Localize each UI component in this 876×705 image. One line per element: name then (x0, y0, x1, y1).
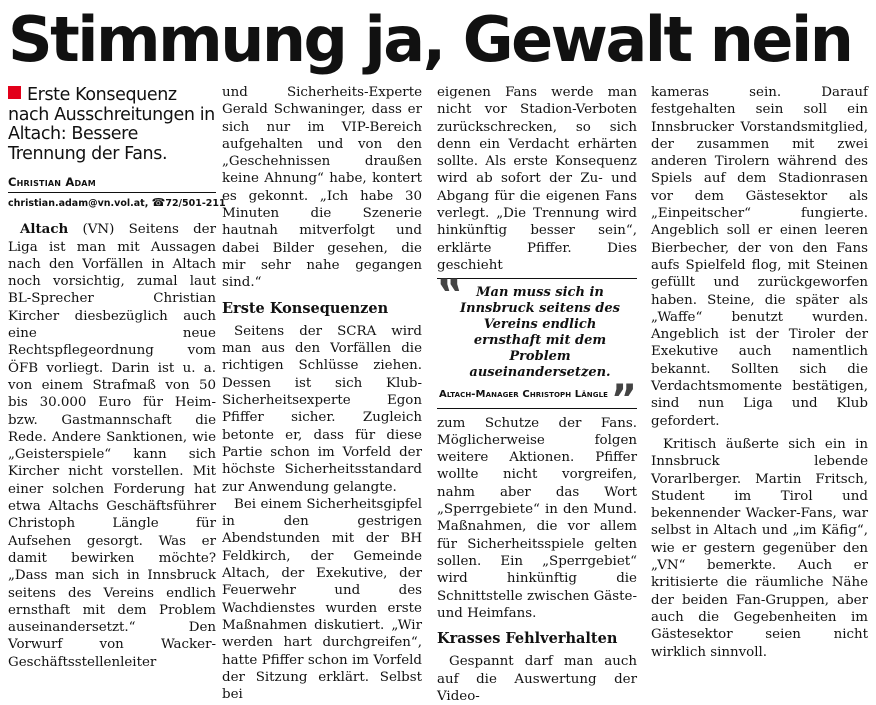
dateline: Altach (20, 221, 69, 238)
subheading: Erste Konsequenzen (222, 299, 389, 317)
close-quote-icon: ” (610, 376, 637, 423)
column-4 (651, 84, 868, 661)
column-1 (8, 84, 226, 671)
pull-quote-text: Man muss sich in Innsbruck seitens des Vereins endlich ernsthaft mit dem Problem auseinandersetzen. (460, 285, 620, 381)
subheading: Krasses Fehlverhalten (437, 630, 618, 648)
article-paragraph: und Sicherheits-Experte Gerald Schwaninger, dass er sich nur im VIP-Bereich aufgehalten und von den „Geschehnissen draußen keine Ahnung“ habe, kontert es gekonnt. „Ich habe 30 Minuten die Szenerie hautnah mitverfolgt und dabei Bilder gesehen, die mir sehr nahe gegangen sind.“ (222, 85, 422, 291)
phone-icon: ☎ (151, 196, 166, 210)
red-square-icon (8, 86, 21, 99)
kicker-text: Erste Konsequenz nach Ausschreitungen in Altach: Bessere Trennung der Fans. (8, 85, 215, 164)
article-paragraph: Altach (VN) Seitens der Liga ist man mit Aussagen nach den Vorfällen in Altach noch vorsichtig, zumal laut BL-Sprecher Christian Kircher diesbezüglich auch eine neue Rechtspflegeordnung vom ÖFB vorliegt. Darin ist u. a. von einem Strafmaß von 50 bis 30.000 Euro für Heim- bzw. Gastmannschaft die Rede. Andere Sanktionen, wie „Geisterspiele“ kann sich Kircher nicht vorstellen. Mit einer solchen Forderung hat etwa Altachs Geschäftsführer Christoph Längle für Aufsehen gesorgt. Was er damit bewirken möchte? „Dass man sich in Innsbruck seitens des Vereins endlich ernsthaft mit dem Problem auseinandersetzt.“ Den Vorwurf von Wacker-Geschäftsstellenleiter (8, 221, 216, 670)
open-quote-icon: ‟ (437, 272, 464, 319)
pull-quote (437, 272, 637, 423)
article-paragraph: kameras sein. Darauf festgehalten sein soll ein Innsbrucker Vorstandsmitglied, der zusammen mit zwei anderen Tirolern während des Spiels auf dem Stadionrasen vor dem Gästesektor als „Einpeitscher“ fungierte. Angeblich soll er einen leeren Bierbecher, der von den Fans aufs Spielfeld flog, mit Steinen gefüllt und zurückgeworfen haben. Steine, die später als „Waffe“ benutzt wurden. Angeblich ist der Tiroler der Exekutive auch namentlich bekannt. Sollten sich die Verdachtsmomente bestätigen, sind nun Liga und Klub gefordert. (651, 85, 868, 429)
article-paragraph: Bei einem Sicherheitsgipfel in den gestrigen Abendstunden mit der BH Feldkirch, der Gemeinde Altach, der Exekutive, der Feuerwehr und des Wachdienstes wurden erste Maßnahmen diskutiert. „Wir werden hart durchgreifen“, hatte Pfiffer schon im Vorfeld der Sitzung erklärt. Selbst bei (222, 496, 422, 703)
column-3 (437, 84, 637, 705)
headline: Stimmung ja, Gewalt nein (8, 3, 852, 76)
kicker (8, 86, 216, 164)
author-name: Christian Adam (8, 174, 216, 193)
column-2 (222, 84, 422, 703)
pull-quote-source: Altach-Manager Christoph Längle (439, 389, 609, 401)
article-paragraph: Gespannt darf man auch auf die Auswertung der Video- (437, 654, 637, 705)
article-paragraph: eigenen Fans werde man nicht vor Stadion-Verboten zurückschrecken, so sich denn ein Verdacht erhärten sollte. Als erste Konsequenz wird ab sofort der Zu- und Abgang für die eigenen Fans verlegt. „Die Trennung wird hinkünftig besser sein“, erklärte Pfiffer. Dies geschieht (437, 85, 637, 273)
article-paragraph: Kritisch äußerte sich ein in Innsbruck lebende Vorarlberger. Martin Fritsch, Student im Tirol und bekennender Wacker-Fans, war selbst in Altach und „im Käfig“, wie er gestern gegenüber den „VN“ bemerkte. Auch er kritisierte die räumliche Nähe der beiden Fan-Gruppen, aber auch die Gegebenheiten im Gästesektor seien nicht wirklich sinnvoll. (651, 436, 868, 660)
author-contact (8, 196, 226, 211)
article-paragraph: Seitens der SCRA wird man aus den Vorfällen die richtigen Schlüsse ziehen. Dessen ist sich Klub-Sicherheitsexperte Egon Pfiffer sicher. Zugleich betonte er, dass für diese Partie schon im Vorfeld der höchste Sicherheitsstandard zur Anwendung gelangte. (222, 323, 422, 495)
article-paragraph: zum Schutze der Fans. Möglicherweise folgen weitere Aktionen. Pfiffer wollte nicht vorgreifen, nahm aber das Wort „Sperrgebiete“ in den Mund. Maßnahmen, die vor allem für Sicherheitsspiele gelten sollen. Ein „Sperrgebiet“ wird hinkünftig die Schnittstelle zwischen Gäste- und Heimfans. (437, 415, 637, 621)
author-phone: 72/501-211 (165, 198, 226, 210)
author-email: christian.adam@vn.vol.at, (8, 198, 149, 210)
